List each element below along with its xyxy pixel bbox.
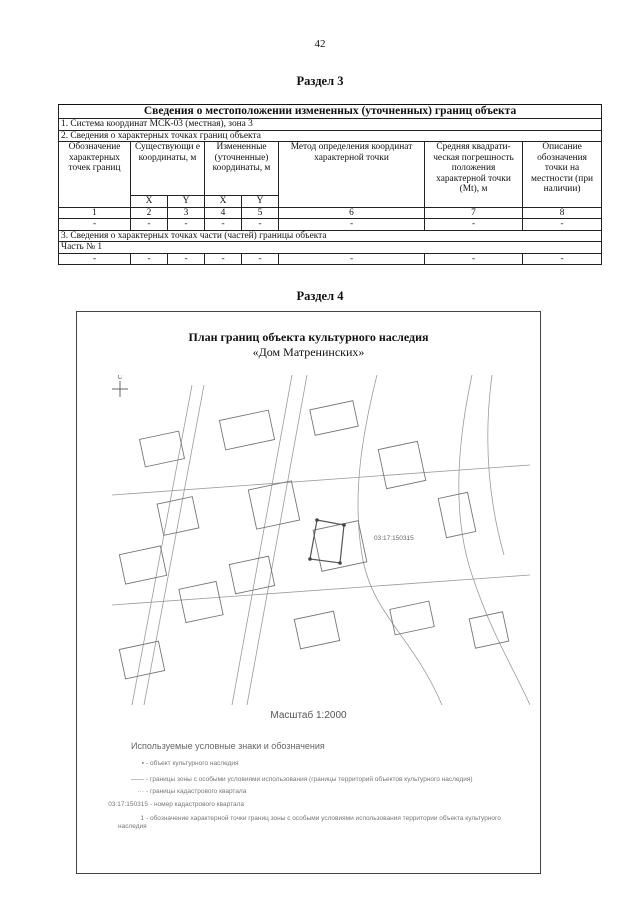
col-number: 2 xyxy=(131,207,168,219)
header-y: Y xyxy=(168,196,205,208)
legend-item xyxy=(108,801,244,809)
table-cell: - xyxy=(59,219,131,231)
col-number: 4 xyxy=(205,207,242,219)
table-cell: - xyxy=(242,253,279,265)
row-part-number: Часть № 1 xyxy=(59,242,602,254)
quarter-boundary-symbol: ··· xyxy=(137,788,144,795)
legend-title: Используемые условные знаки и обозначения xyxy=(131,741,325,751)
table-cell: - xyxy=(205,253,242,265)
header-designation: Обозначение характерных точек границ xyxy=(59,142,131,208)
table-cell: - xyxy=(131,253,168,265)
header-x: X xyxy=(131,196,168,208)
legend-text: - обозначение характерной точки границ зоны с особыми условиями использования территории объекта культурного наследия xyxy=(118,815,501,830)
table-cell: - xyxy=(279,219,425,231)
col-number: 7 xyxy=(425,207,523,219)
table-cell: - xyxy=(242,219,279,231)
col-number: 5 xyxy=(242,207,279,219)
table-cell: - xyxy=(59,253,131,265)
table-cell: - xyxy=(279,253,425,265)
table-caption: Сведения о местоположении измененных (уточненных) границ объекта xyxy=(59,105,602,119)
header-method: Метод определения координат характерной точки xyxy=(279,142,425,208)
col-number: 3 xyxy=(168,207,205,219)
legend-text: - границы зоны с особыми условиями использования (границы территорий объектов культурного наследия) xyxy=(146,776,473,783)
legend-text: - номер кадастрового квартала xyxy=(150,801,245,808)
table-cell: - xyxy=(168,253,205,265)
cadastral-map xyxy=(112,375,530,705)
legend-text: - границы кадастрового квартала xyxy=(146,788,247,795)
table-cell: - xyxy=(131,219,168,231)
boundary-coordinates-table xyxy=(58,104,602,265)
row-points-heading: 2. Сведения о характерных точках границ объекта xyxy=(59,130,602,142)
parcel-number-label: 03:17:150315 xyxy=(374,535,414,542)
table-cell: - xyxy=(205,219,242,231)
col-number: 1 xyxy=(59,207,131,219)
table-cell: - xyxy=(523,253,602,265)
legend-text: - объект культурного наследия xyxy=(146,760,239,767)
col-number: 6 xyxy=(279,207,425,219)
table-cell: - xyxy=(168,219,205,231)
heritage-object-symbol: ▪ xyxy=(141,760,144,767)
header-x: X xyxy=(205,196,242,208)
header-changed: Измененные (уточненные) координаты, м xyxy=(205,142,279,196)
zone-boundary-symbol: —— xyxy=(131,776,144,783)
legend-item xyxy=(118,788,246,796)
parcel-number-symbol: 03:17:150315 xyxy=(108,801,148,808)
section-3-title: Раздел 3 xyxy=(296,74,344,88)
page-number: 42 xyxy=(314,38,326,50)
legend-item xyxy=(118,760,239,768)
point-symbol: 1 xyxy=(140,815,144,822)
north-label: С xyxy=(117,375,123,381)
col-number: 8 xyxy=(523,207,602,219)
table-cell: - xyxy=(425,219,523,231)
plan-title: План границ объекта культурного наследия xyxy=(188,330,429,344)
plan-subtitle: «Дом Матренинских» xyxy=(252,345,365,359)
legend-item xyxy=(118,776,473,784)
legend-item xyxy=(118,815,518,831)
row-coordinate-system: 1. Система координат МСК-03 (местная), зона 3 xyxy=(59,119,602,131)
section-4-title: Раздел 4 xyxy=(296,289,344,303)
header-error: Средняя квадрати- ческая погрешность положения характерной точки (Mt), м xyxy=(425,142,523,208)
table-cell: - xyxy=(523,219,602,231)
header-description: Описание обозначения точки на местности (при наличии) xyxy=(523,142,602,208)
map-scale: Масштаб 1:2000 xyxy=(270,710,347,721)
header-y: Y xyxy=(242,196,279,208)
row-part-heading: 3. Сведения о характерных точках части (частей) границы объекта xyxy=(59,230,602,242)
table-cell: - xyxy=(425,253,523,265)
header-existing: Существующи е координаты, м xyxy=(131,142,205,196)
